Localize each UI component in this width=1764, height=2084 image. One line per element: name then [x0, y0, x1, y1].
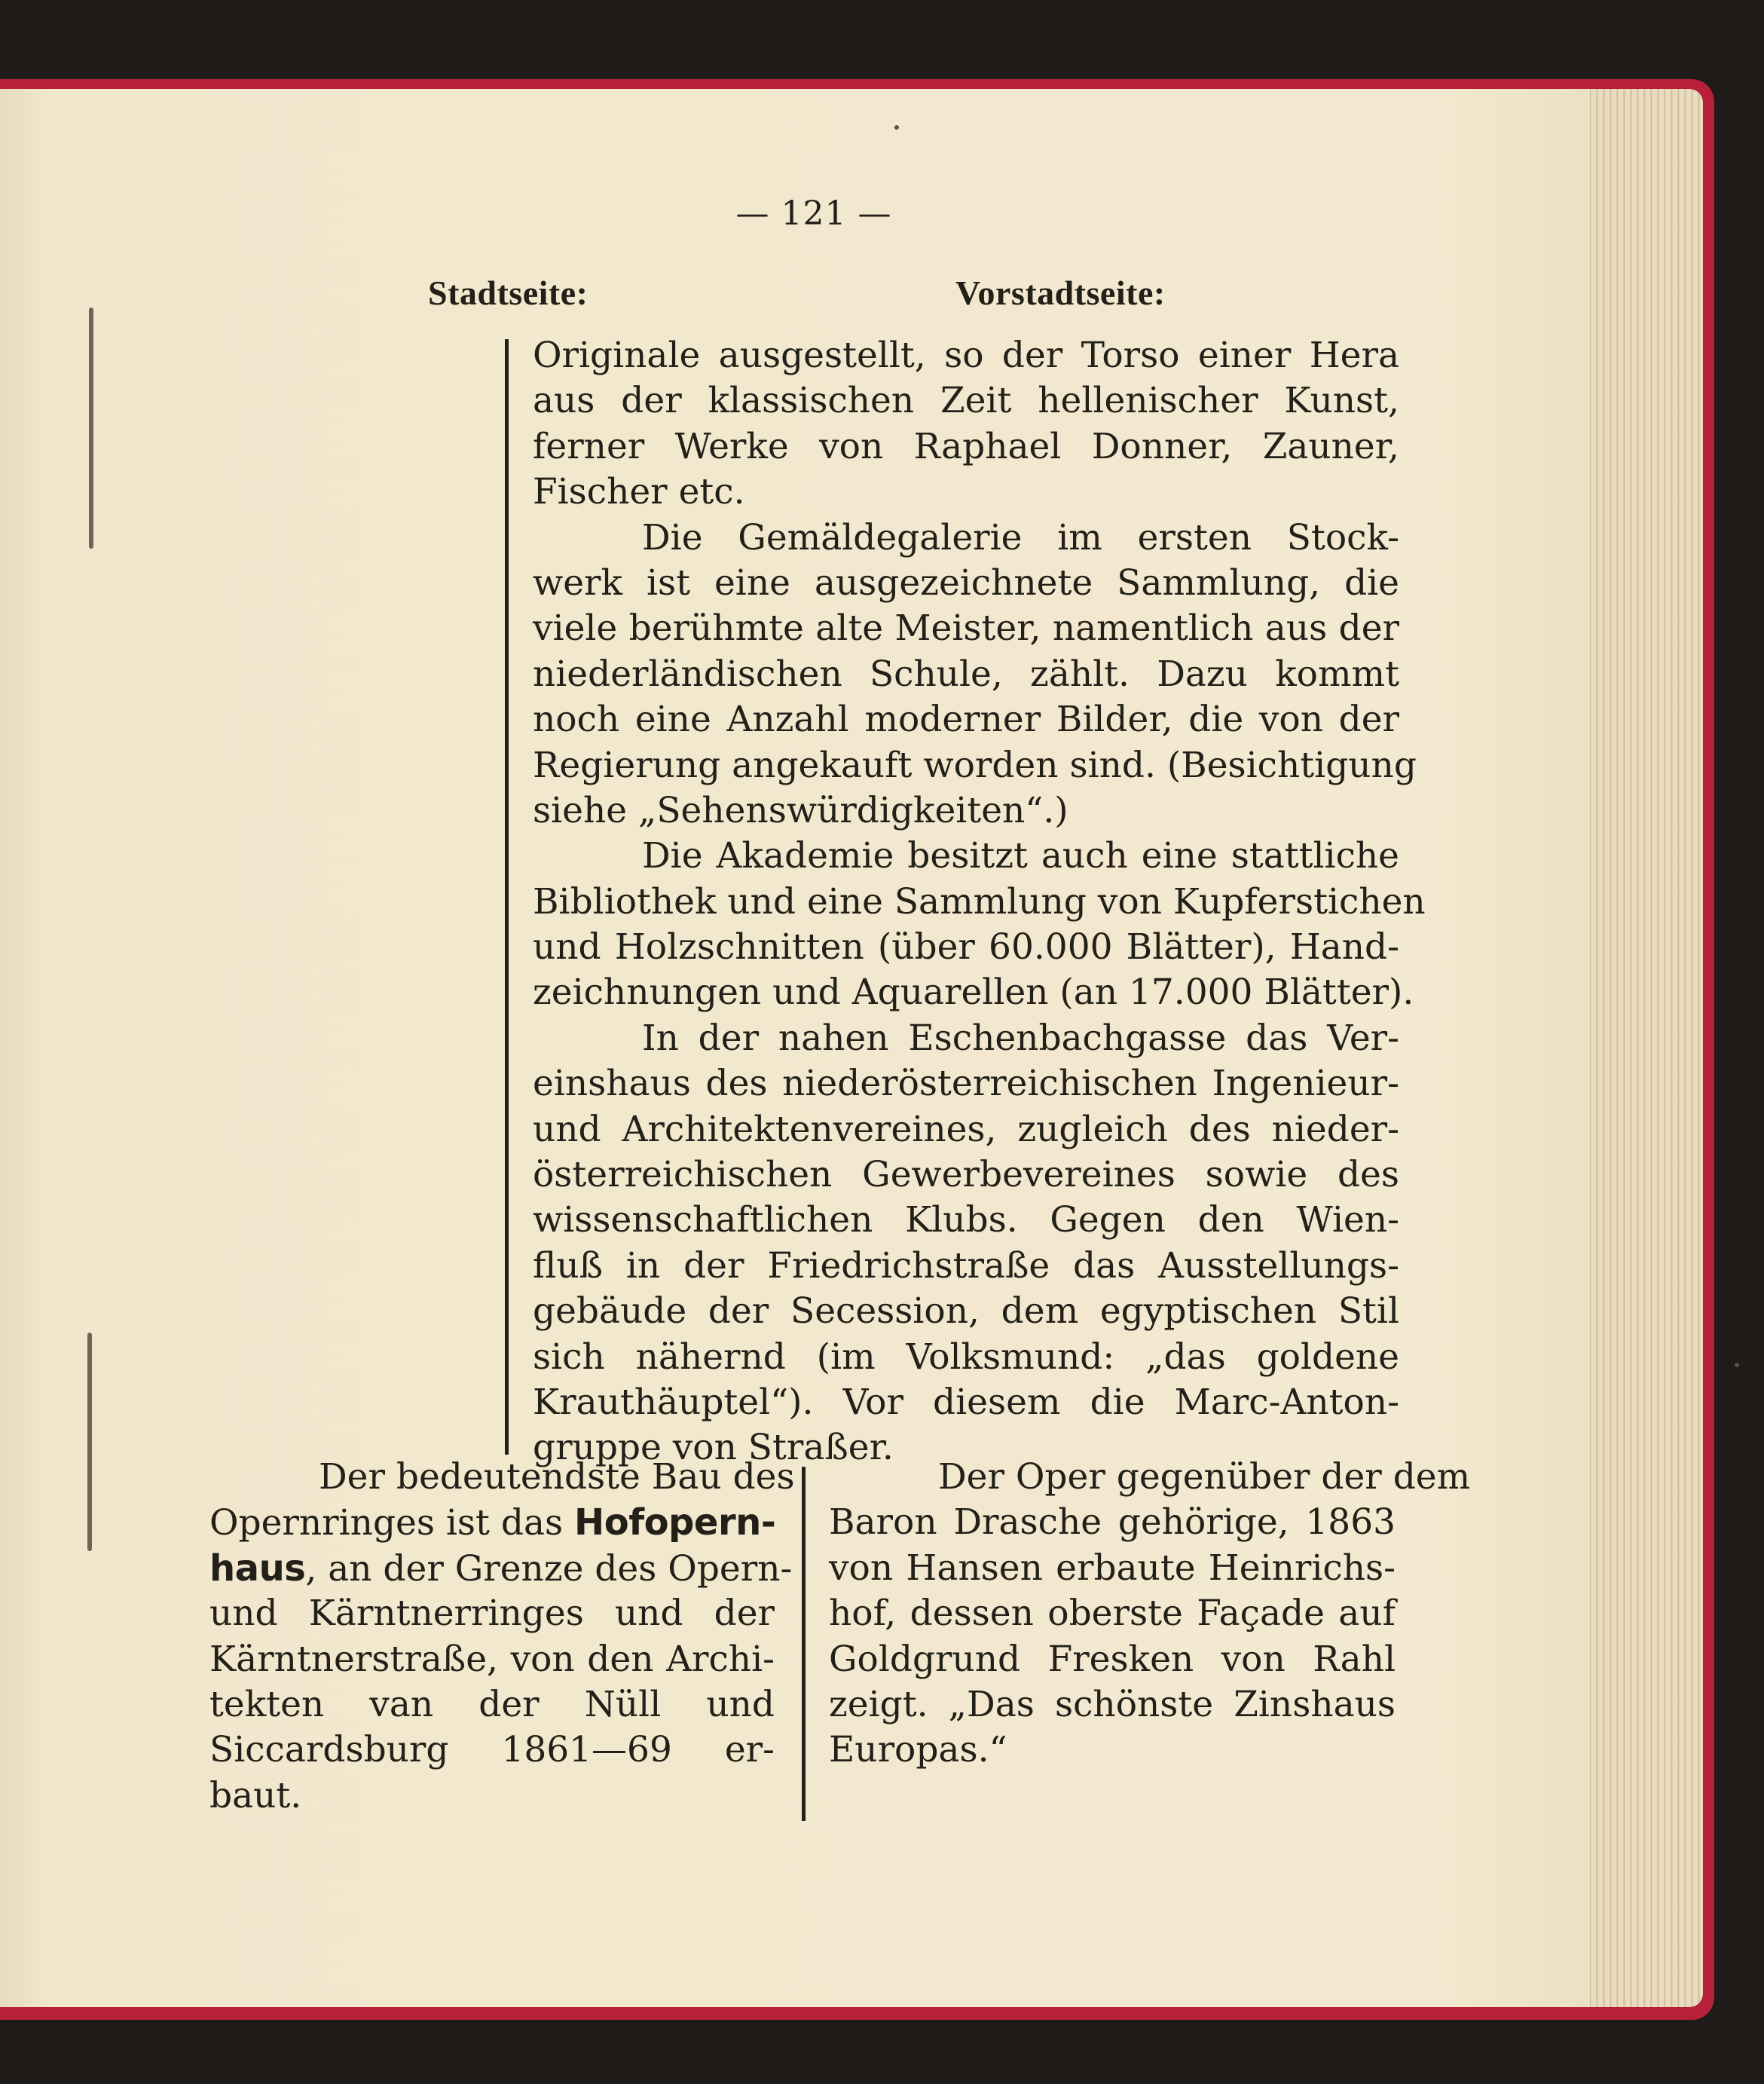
page-edges [1571, 89, 1703, 2007]
text-line: österreichischen Gewerbevereines sowie des [533, 1154, 1399, 1196]
paper-speck [1735, 1363, 1739, 1367]
text-line: ferner Werke von Raphael Donner, Zauner, [533, 425, 1399, 467]
text-line: Fischer etc. [533, 471, 745, 513]
text-line: Regierung angekauft worden sind. (Besichtigung [533, 744, 1417, 786]
text-line: Goldgrund Fresken von Rahl [829, 1638, 1396, 1680]
text-line: und Architektenvereines, zugleich des nieder- [533, 1108, 1399, 1150]
column-rule-bottom [802, 1467, 806, 1821]
text-line: Die Akademie besitzt auch eine stattliche [642, 835, 1399, 877]
text-line: viele berühmte alte Meister, namentlich aus der [533, 607, 1399, 650]
highlighted-term: Hofopern- [574, 1501, 776, 1544]
text-line: einshaus des niederösterreichischen Ingenieur- [533, 1063, 1399, 1105]
text-line: Der Oper gegenüber der dem [938, 1456, 1471, 1498]
text-line [209, 1500, 775, 1545]
text-line: und Kärntnerringes und der [209, 1593, 775, 1635]
text-line: fluß in der Friedrichstraße das Ausstellungs- [533, 1244, 1399, 1287]
text-line: Europas.“ [829, 1729, 1007, 1771]
text-line: Krauthäuptel“). Vor diesem die Marc-Anton- [533, 1381, 1399, 1423]
left-column-text [209, 1455, 795, 1819]
text-line: Bibliothek und eine Sammlung von Kupferstichen [533, 880, 1426, 923]
text-line: gruppe von Straßer. [533, 1427, 894, 1469]
text-line: Kärntnerstraße, von den Archi- [209, 1638, 775, 1680]
right-column-text-top [533, 333, 1426, 1471]
text-line: wissenschaftlichen Klubs. Gegen den Wien- [533, 1199, 1399, 1241]
text-line: tekten van der Nüll und [209, 1683, 775, 1725]
text-line: noch eine Anzahl moderner Bilder, die von der [533, 699, 1399, 741]
text-line: zeichnungen und Aquarellen (an 17.000 Blätter). [533, 972, 1414, 1014]
text-line: Originale ausgestellt, so der Torso einer Hera [533, 335, 1399, 376]
column-heading-stadtseite: Stadtseite: [428, 274, 589, 312]
text-line: zeigt. „Das schönste Zinshaus [829, 1683, 1396, 1725]
text-line: niederländischen Schule, zählt. Dazu kommt [533, 653, 1399, 695]
text-line: aus der klassischen Zeit hellenischer Kunst, [533, 380, 1399, 422]
text-line: Der bedeutendste Bau des [319, 1456, 795, 1498]
text-line: siehe „Sehenswürdigkeiten“.) [533, 789, 1068, 831]
column-rule-top [505, 339, 509, 1455]
column-heading-vorstadtseite: Vorstadtseite: [955, 274, 1166, 312]
text-line: baut. [209, 1774, 302, 1816]
right-column-text-bottom [829, 1455, 1471, 1773]
text-line: gebäude der Secession, dem egyptischen Stil [533, 1290, 1399, 1333]
binding-stitch [87, 1333, 92, 1551]
text-line: von Hansen erbaute Heinrichs- [829, 1547, 1396, 1589]
text-fragment: , an der Grenze des Opern- [305, 1547, 793, 1590]
highlighted-term: haus [209, 1547, 306, 1590]
text-line: und Holzschnitten (über 60.000 Blätter), Hand- [533, 926, 1399, 969]
text-line: sich nähernd (im Volksmund: „das goldene [533, 1336, 1399, 1378]
text-fragment: Opernringes ist das [209, 1502, 575, 1544]
text-line: Siccardsburg 1861—69 er- [209, 1729, 775, 1771]
text-line: In der nahen Eschenbachgasse das Ver- [642, 1017, 1399, 1059]
text-line: hof, dessen oberste Façade auf [829, 1593, 1396, 1635]
text-line: werk ist eine ausgezeichnete Sammlung, die [533, 562, 1399, 604]
text-line: Baron Drasche gehörige, 1863 [829, 1501, 1396, 1544]
binding-stitch [89, 308, 93, 549]
text-line: Die Gemäldegalerie im ersten Stock- [642, 516, 1399, 558]
page-number: — 121 — [735, 194, 892, 233]
text-line [209, 1546, 793, 1591]
paper-speck [894, 125, 899, 130]
